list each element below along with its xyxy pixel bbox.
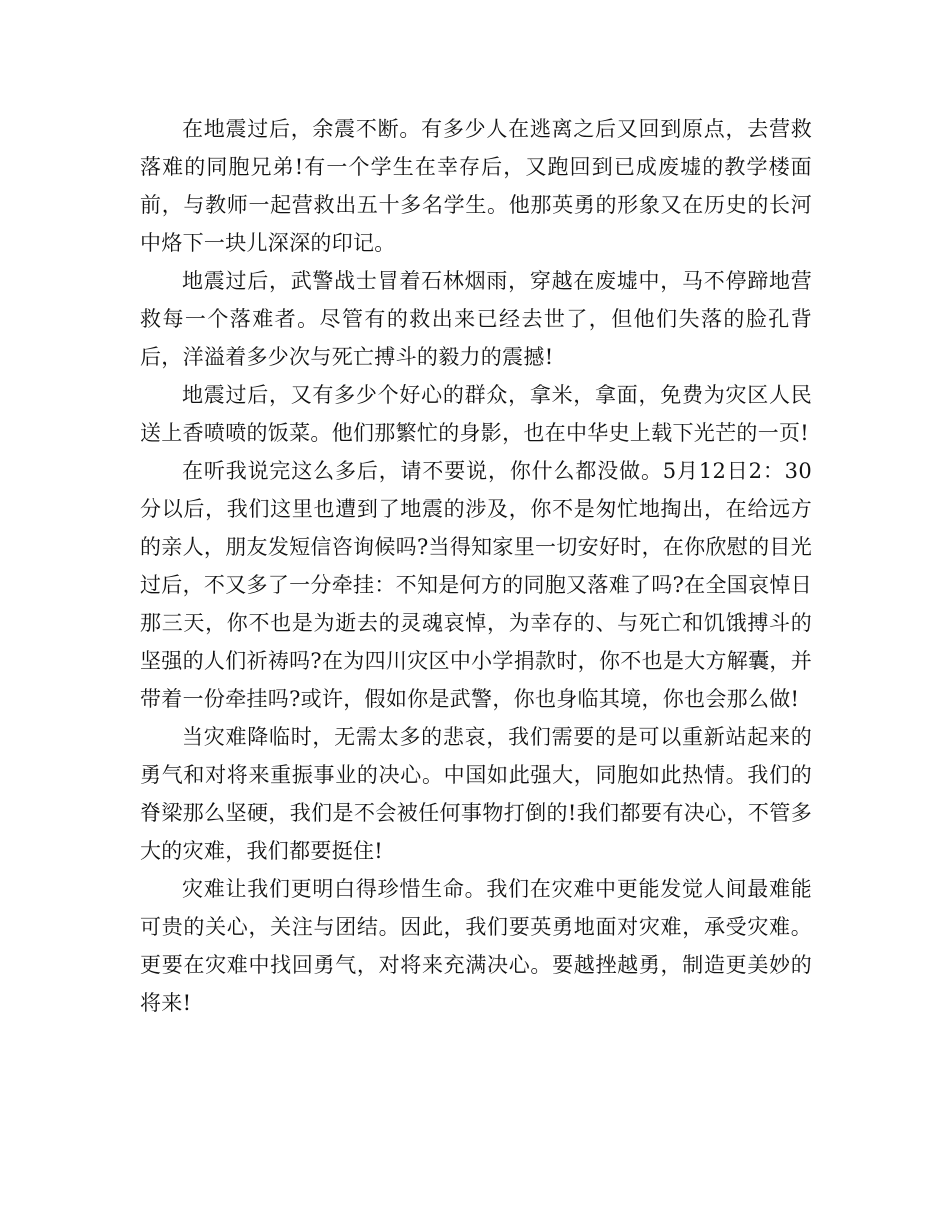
paragraph-kind-citizens: 地震过后，又有多少个好心的群众，拿米，拿面，免费为灾区人民送上香喷喷的饭菜。他们那繁忙的身影，也在中华史上载下光芒的一页! xyxy=(140,383,812,445)
paragraph-you-did-something: 在听我说完这么多后，请不要说，你什么都没做。5月12日2：30分以后，我们这里也遭到了地震的涉及，你不是匆忙地掏出，在给远方的亲人，朋友发短信咨询候吗?当得知家里一切安好时，在你欣慰的目光过后，不又多了一分牵挂：不知是何方的同胞又落难了吗?在全国哀悼日那三天，你不也是为逝去的灵魂哀悼，为幸存的、与死亡和饥饿搏斗的坚强的人们祈祷吗?在为四川灾区中小学捐款时，你不也是大方解囊，并带着一份牵挂吗?或许，假如你是武警，你也身临其境，你也会那么做! xyxy=(140,459,812,711)
paragraph-cherish-life: 灾难让我们更明白得珍惜生命。我们在灾难中更能发觉人间最难能可贵的关心，关注与团结。因此，我们要英勇地面对灾难，承受灾难。更要在灾难中找回勇气，对将来充满决心。要越挫越勇，制造更美妙的将来! xyxy=(140,877,812,1015)
paragraph-rescue-students: 在地震过后，余震不断。有多少人在逃离之后又回到原点，去营救落难的同胞兄弟!有一个学生在幸存后，又跑回到已成废墟的教学楼面前，与教师一起营救出五十多名学生。他那英勇的形象又在历史的长河中烙下一块儿深深的印记。 xyxy=(140,117,812,255)
paragraph-armed-police: 地震过后，武警战士冒着石林烟雨，穿越在废墟中，马不停蹄地营救每一个落难者。尽管有的救出来已经去世了，但他们失落的脸孔背后，洋溢着多少次与死亡搏斗的毅力的震撼! xyxy=(140,269,812,369)
paragraph-courage-determination: 当灾难降临时，无需太多的悲哀，我们需要的是可以重新站起来的勇气和对将来重振事业的决心。中国如此强大，同胞如此热情。我们的脊梁那么坚硬，我们是不会被任何事物打倒的!我们都要有决心，不管多大的灾难，我们都要挺住! xyxy=(140,725,812,863)
document-body xyxy=(140,110,812,1022)
